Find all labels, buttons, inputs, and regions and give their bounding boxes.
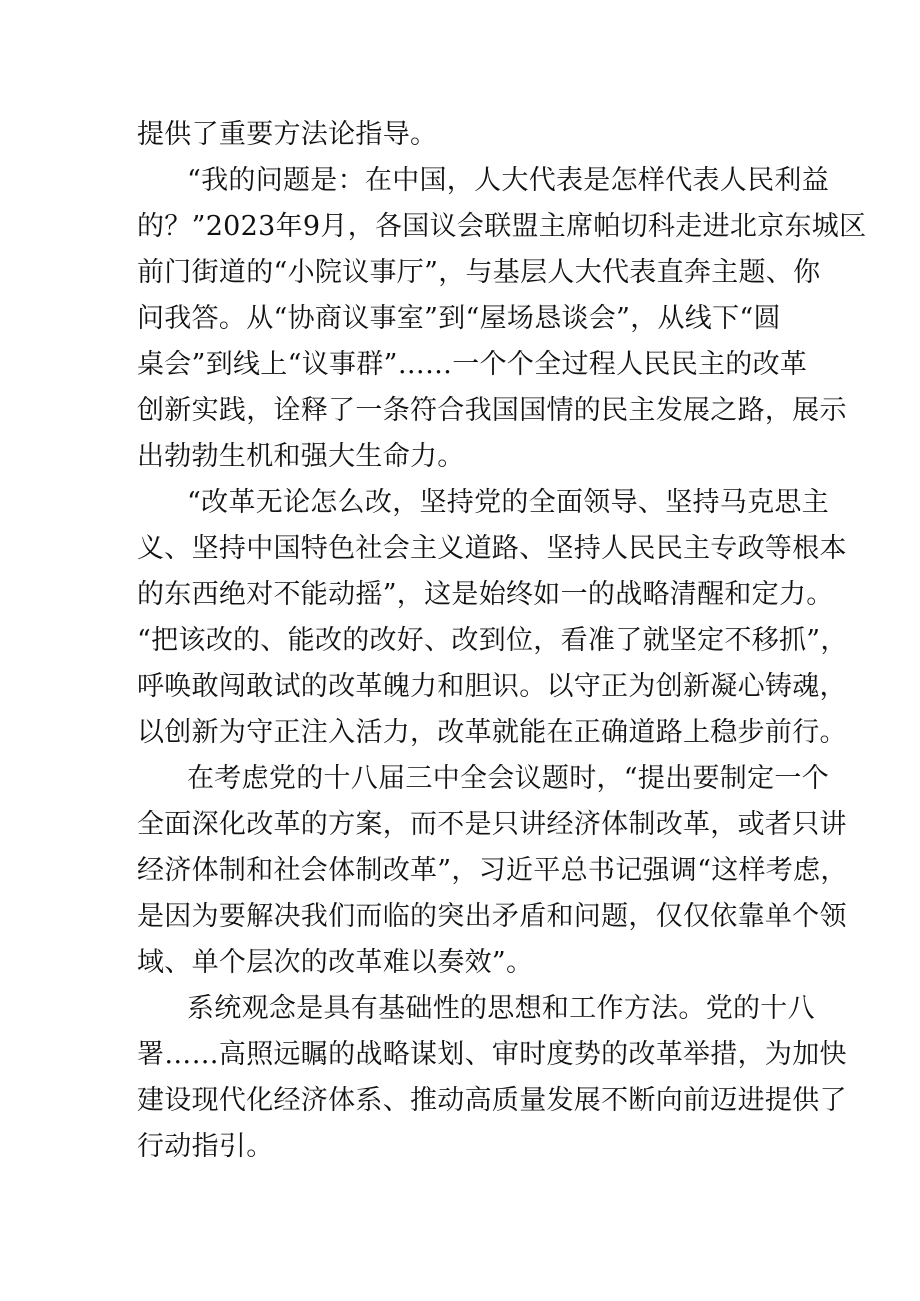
paragraph-line: 建设现代化经济体系、推动高质量发展不断向前迈进提供了: [137, 1085, 847, 1116]
paragraph-line: 出勃勃生机和强大生命力。: [137, 441, 465, 472]
paragraph-first-line: “我的问题是：在中国，人大代表是怎样代表人民利益: [187, 165, 830, 196]
paragraph-line: “把该改的、能改的改好、改到位，看准了就坚定不移抓”，: [137, 625, 848, 656]
paragraph-line: 前门街道的“小院议事厅”，与基层人大代表直奔主题、你: [137, 257, 821, 288]
paragraph-line: 域、单个层次的改革难以奏效”。: [137, 947, 534, 978]
paragraph-line: 创新实践，诠释了一条符合我国国情的民主发展之路，展示: [137, 395, 847, 426]
paragraph-first-line: “改革无论怎么改，坚持党的全面领导、坚持马克思主: [187, 487, 830, 518]
paragraph-line: 提供了重要方法论指导。: [137, 119, 438, 150]
paragraph-line: 署……高照远瞩的战略谋划、审时度势的改革举措，为加快: [137, 1039, 847, 1070]
paragraph-line: 义、坚持中国特色社会主义道路、坚持人民民主专政等根本: [137, 533, 847, 564]
paragraph-line: 行动指引。: [137, 1131, 274, 1162]
paragraph-line: 全面深化改革的方案，而不是只讲经济体制改革，或者只讲: [137, 809, 847, 840]
paragraph-line: 的？”2023年9月，各国议会联盟主席帕切科走进北京东城区: [137, 211, 867, 242]
paragraph-first-line: 在考虑党的十八届三中全会议题时，“提出要制定一个: [187, 763, 830, 794]
paragraph-line: 以创新为守正注入活力，改革就能在正确道路上稳步前行。: [137, 717, 847, 748]
paragraph-first-line: 系统观念是具有基础性的思想和工作方法。党的十八: [187, 993, 815, 1024]
document-body: [137, 112, 867, 1170]
paragraph-line: 呼唤敢闯敢试的改革魄力和胆识。以守正为创新凝心铸魂，: [137, 671, 847, 702]
paragraph-line: 经济体制和社会体制改革”，习近平总书记强调“这样考虑，: [137, 855, 848, 886]
paragraph-line: 问我答。从“协商议事室”到“屋场恳谈会”，从线下“圆: [137, 303, 781, 334]
paragraph-line: 是因为要解决我们而临的突出矛盾和问题，仅仅依靠单个领: [137, 901, 847, 932]
paragraph-line: 的东西绝对不能动摇”，这是始终如一的战略清醒和定力。: [137, 579, 834, 610]
paragraph-line: 桌会”到线上“议事群”……一个个全过程人民民主的改革: [137, 349, 808, 380]
